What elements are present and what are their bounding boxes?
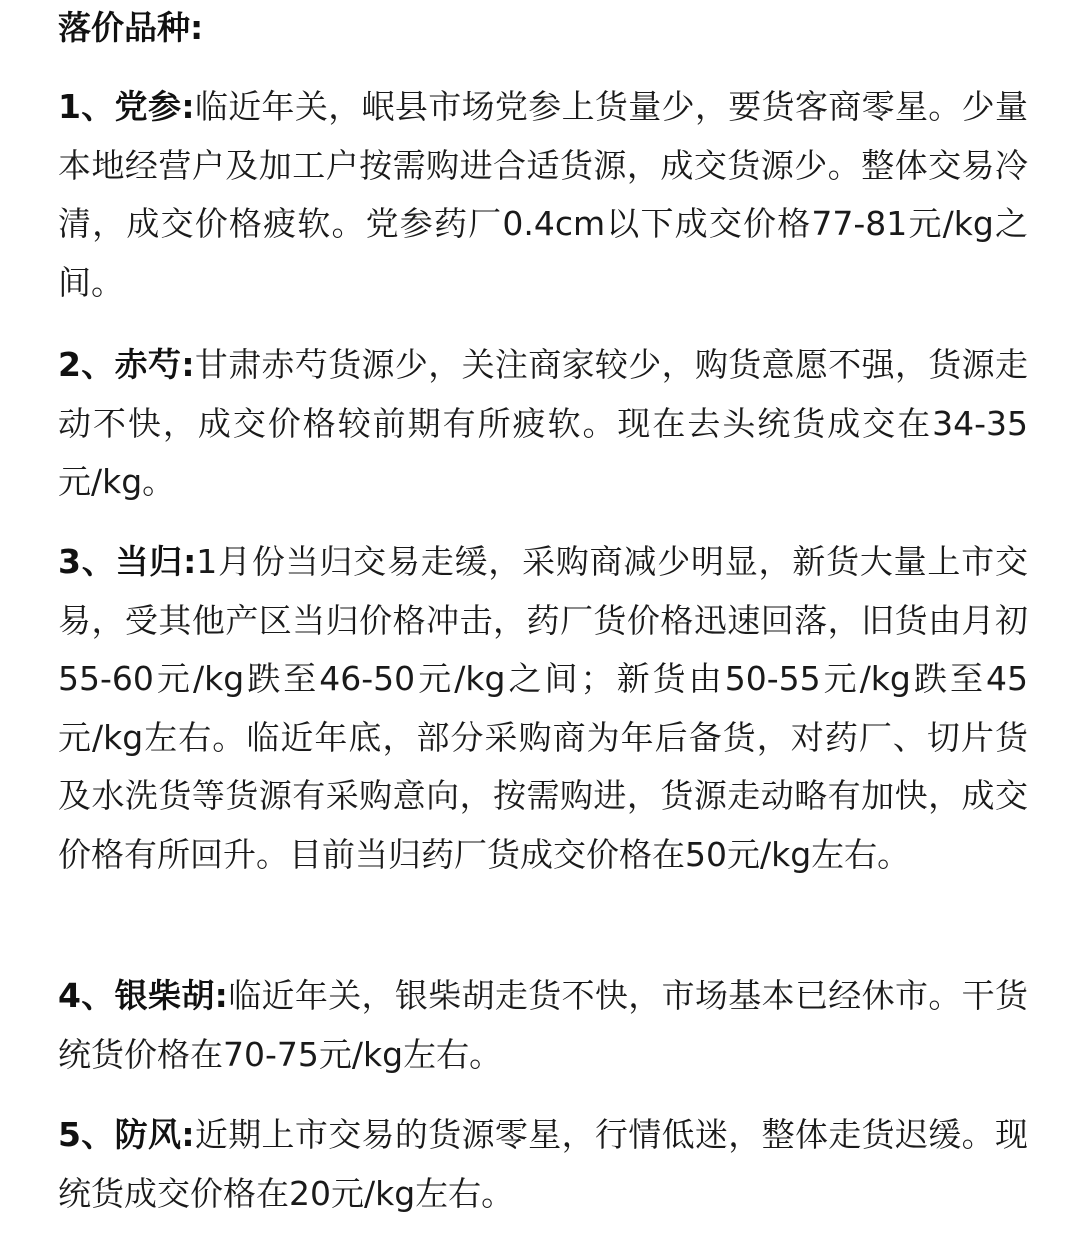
item-text: 临近年关，岷县市场党参上货量少，要货客商零星。少量本地经营户及加工户按需购进合适货源，成交货源少。整体交易冷清，成交价格疲软。党参药厂0.4cm以下成交价格77-81元/kg之间。 bbox=[58, 87, 1028, 302]
item-label: 3、当归: bbox=[58, 542, 197, 581]
item-yinchaihu bbox=[58, 967, 1028, 1084]
item-text: 临近年关，银柴胡走货不快，市场基本已经休市。干货统货价格在70-75元/kg左右。 bbox=[58, 976, 1028, 1074]
item-label: 4、银柴胡: bbox=[58, 976, 228, 1015]
item-fangfeng bbox=[58, 1106, 1028, 1223]
item-danggui bbox=[58, 533, 1028, 884]
item-label: 5、防风: bbox=[58, 1115, 195, 1154]
item-text: 近期上市交易的货源零星，行情低迷，整体走货迟缓。现统货成交价格在20元/kg左右。 bbox=[58, 1115, 1028, 1213]
item-chishao bbox=[58, 336, 1028, 512]
item-dangshen bbox=[58, 78, 1028, 312]
item-label: 1、党参: bbox=[58, 87, 195, 126]
item-label: 2、赤芍: bbox=[58, 345, 195, 384]
item-text: 甘肃赤芍货源少，关注商家较少，购货意愿不强，货源走动不快，成交价格较前期有所疲软。现在去头统货成交在34-35元/kg。 bbox=[58, 345, 1028, 501]
section-heading: 落价品种: bbox=[58, 8, 204, 47]
item-text: 1月份当归交易走缓，采购商减少明显，新货大量上市交易，受其他产区当归价格冲击，药厂货价格迅速回落，旧货由月初55-60元/kg跌至46-50元/kg之间；新货由50-55元/kg跌至45元/kg左右。临近年底，部分采购商为年后备货，对药厂、切片货及水洗货等货源有采购意向，按需购进，货源走动略有加快，成交价格有所回升。目前当归药厂货成交价格在50元/kg左右。 bbox=[58, 542, 1028, 874]
